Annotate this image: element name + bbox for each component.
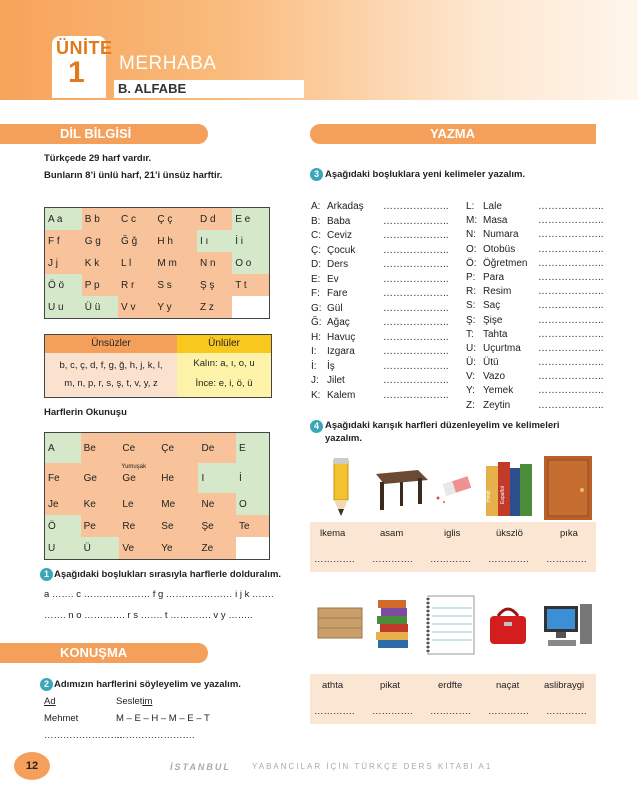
alphabet-cell: D d xyxy=(197,208,232,231)
alphabet-cell: Ç ç xyxy=(154,208,197,231)
unit-word: ÜNİTE xyxy=(56,38,113,58)
word-blank: ……………….. xyxy=(538,314,604,326)
pronunciation-row xyxy=(45,433,270,464)
exercise-4-instruction-2: yazalım. xyxy=(325,433,362,444)
alphabet-cell: A a xyxy=(45,208,82,231)
exercise-3-instruction: Aşağıdaki boşluklara yeni kelimeler yazalım. xyxy=(325,169,526,180)
writing-section-header xyxy=(310,124,596,144)
eraser-icon xyxy=(430,468,478,508)
word-blank: ……………….. xyxy=(538,201,604,212)
pronunciation-cell: Ke xyxy=(81,493,120,515)
word-letter: S: xyxy=(466,300,476,312)
unit-title: MERHABA xyxy=(119,53,217,74)
word-letter: Ş: xyxy=(466,314,476,326)
pronunciation-cell-text: Ge xyxy=(122,472,136,484)
answer-blank: …………. xyxy=(314,706,355,717)
exercise-2-instruction: Adımızın harflerini söyleyelim ve yazalım. xyxy=(54,679,241,690)
word-blank: ……………….. xyxy=(538,215,604,227)
pronunciation-cell: Ge xyxy=(81,463,120,493)
word-letter: P: xyxy=(466,271,476,283)
alphabet-row xyxy=(45,252,270,274)
word-blank: ……………….. xyxy=(538,286,604,298)
alphabet-cell: L l xyxy=(118,252,154,274)
word-row xyxy=(466,400,606,414)
pronunciation-cell: A xyxy=(45,433,81,464)
word-letter: E: xyxy=(311,273,321,285)
word-text: Zeytin xyxy=(483,399,511,411)
word-text: Ders xyxy=(327,259,349,270)
word-text: Para xyxy=(483,271,505,283)
word-text: Ağaç xyxy=(327,317,350,328)
word-letter: Ü: xyxy=(466,357,476,369)
book-title-hindi: Hindî xyxy=(486,490,492,502)
pronunciation-cell: Je xyxy=(45,493,81,515)
alphabet-cell: Ö ö xyxy=(45,274,82,296)
word-blank: ……………….. xyxy=(383,346,449,357)
alphabet-cell: T t xyxy=(232,274,269,296)
scrambled-word: aslibraygi xyxy=(544,680,585,691)
answer-blank: …………. xyxy=(372,554,413,565)
table-icon xyxy=(370,462,430,514)
word-text: Yemek xyxy=(483,385,514,397)
unit-number: 1 xyxy=(68,56,85,89)
word-letter: Ğ: xyxy=(311,317,322,328)
pronunciation-table xyxy=(44,432,270,560)
word-text: Ütü xyxy=(483,357,499,369)
word-blank: ……………….. xyxy=(538,357,604,369)
word-row xyxy=(311,259,461,274)
pencil-icon xyxy=(316,456,366,518)
pronunciation-row xyxy=(45,463,270,493)
word-letter: İ: xyxy=(311,360,317,372)
exercise-1-instruction: Aşağıdaki boşlukları sırasıyla harflerle dolduralım. xyxy=(54,569,282,580)
vowels-header: Ünlüler xyxy=(177,335,271,353)
word-row xyxy=(311,216,461,231)
word-blank: ……………….. xyxy=(383,230,449,241)
word-text: Çocuk xyxy=(327,244,356,256)
exercise-3-number: 3 xyxy=(310,168,323,181)
alphabet-cell: I ı xyxy=(197,230,232,252)
word-blank: ……………….. xyxy=(383,302,449,314)
word-text: Tahta xyxy=(483,328,508,340)
pronunciation-cell: He xyxy=(158,463,198,493)
word-letter: Z: xyxy=(466,399,475,411)
scrambled-word: athta xyxy=(322,680,344,691)
alphabet-row xyxy=(45,296,270,319)
word-text: İş xyxy=(327,360,335,372)
word-row xyxy=(466,357,606,371)
word-row xyxy=(311,201,461,216)
pronunciation-cell: Le xyxy=(119,493,158,515)
word-row xyxy=(466,286,606,300)
alphabet-cell: N n xyxy=(197,252,232,274)
word-blank: ……………….. xyxy=(383,360,449,372)
spelling-column-header xyxy=(116,696,152,707)
word-row xyxy=(466,371,606,385)
word-text: Ceviz xyxy=(327,230,353,241)
word-letter: Ö: xyxy=(466,257,477,269)
pronunciation-row xyxy=(45,493,270,515)
word-row xyxy=(311,230,461,245)
word-blank: ……………….. xyxy=(383,375,449,386)
spelling-column-header-text: Seslet xyxy=(116,696,143,707)
alphabet-cell: S s xyxy=(154,274,197,296)
books-icon xyxy=(482,458,540,518)
alphabet-cell: Z z xyxy=(197,296,232,319)
pronunciation-cell: De xyxy=(198,433,236,464)
word-text: Havuç xyxy=(327,331,356,343)
wooden-board-icon xyxy=(314,598,366,648)
pronunciation-cell: I xyxy=(198,463,236,493)
word-text: Gül xyxy=(327,302,343,314)
word-row xyxy=(466,201,606,215)
pronunciation-cell: Me xyxy=(158,493,198,515)
word-text: Izgara xyxy=(327,346,355,357)
alphabet-row xyxy=(45,208,270,231)
word-text: Otobüs xyxy=(483,243,516,255)
vowels-body xyxy=(177,353,271,397)
word-row xyxy=(311,375,461,390)
pronunciation-cell: Ü xyxy=(81,537,120,560)
pronunciation-cell: Ö xyxy=(45,515,81,537)
word-blank: ……………….. xyxy=(383,201,449,212)
pronunciation-cell: Şe xyxy=(198,515,236,537)
scrambled-word: pikat xyxy=(380,680,401,691)
alphabet-cell: M m xyxy=(154,252,197,274)
pronunciation-cell: Te xyxy=(236,515,269,537)
grammar-intro-1: Türkçede 29 harf vardır. xyxy=(44,153,152,164)
answer-blank: …………. xyxy=(488,554,529,565)
word-text: Jilet xyxy=(327,375,345,386)
alphabet-cell: K k xyxy=(82,252,118,274)
answer-blank: …………. xyxy=(430,706,471,717)
alphabet-cell: J j xyxy=(45,252,82,274)
word-letter: T: xyxy=(466,328,474,340)
spelling-blank: ……………………. xyxy=(116,730,195,741)
soft-g-note: Yumuşak xyxy=(121,464,147,470)
handbag-icon xyxy=(484,600,532,648)
word-letter: C: xyxy=(311,230,321,241)
alphabet-cell: C c xyxy=(118,208,154,231)
speaking-title: KONUŞMA xyxy=(60,645,128,660)
pronunciation-cell: Ve xyxy=(119,537,158,560)
pronunciation-cell: E xyxy=(236,433,269,464)
pronunciation-cell: Çe xyxy=(158,433,198,464)
answer-blank: …………. xyxy=(546,554,587,565)
word-text: Ev xyxy=(327,273,339,285)
section-title: B. ALFABE xyxy=(118,81,187,96)
pronunciation-cell: Ze xyxy=(198,537,236,560)
word-text: Kalem xyxy=(327,389,356,401)
pronunciation-cell: Re xyxy=(119,515,158,537)
answer-blank: …………. xyxy=(546,706,587,717)
word-blank: ……………….. xyxy=(383,215,449,227)
word-list-right xyxy=(466,201,606,414)
word-blank: ……………….. xyxy=(383,317,449,328)
word-row xyxy=(466,229,606,243)
word-blank: ……………….. xyxy=(383,389,449,401)
word-letter: H: xyxy=(311,331,321,343)
pronunciation-cell-soft-g xyxy=(119,463,158,493)
alphabet-row xyxy=(45,274,270,296)
alphabet-row xyxy=(45,230,270,252)
alphabet-cell: Y y xyxy=(154,296,197,319)
pronunciation-cell xyxy=(236,537,269,560)
pronunciation-cell: Ye xyxy=(158,537,198,560)
word-blank: ……………….. xyxy=(538,257,604,269)
word-row xyxy=(466,315,606,329)
grammar-title: DİL BİLGİSİ xyxy=(60,126,132,141)
word-row xyxy=(311,317,461,332)
book-title-espanol: Español xyxy=(500,485,506,504)
word-blank: ……………….. xyxy=(383,244,449,256)
exercise-1-line-2: ……. n o …………. r s ……. t …………. v y …….. xyxy=(44,610,253,621)
word-row xyxy=(466,258,606,272)
consonants-body xyxy=(45,353,177,397)
scrambled-word: ükszlö xyxy=(496,528,523,539)
example-name: Mehmet xyxy=(44,713,79,724)
notebook-icon xyxy=(422,592,478,656)
word-blank: ……………….. xyxy=(538,399,604,411)
word-text: Vazo xyxy=(483,371,506,383)
word-text: Arkadaş xyxy=(327,201,364,212)
alphabet-cell: Ş ş xyxy=(197,274,232,296)
scrambled-word: iglis xyxy=(444,528,461,539)
scrambled-word: naçat xyxy=(496,680,520,691)
alphabet-cell xyxy=(232,296,269,319)
consonants-header: Ünsüzler xyxy=(45,335,177,353)
alphabet-cell: İ i xyxy=(232,230,269,252)
word-text: Öğretmen xyxy=(483,257,528,269)
writing-title: YAZMA xyxy=(430,126,476,141)
name-column-header: Ad xyxy=(44,696,56,707)
vowels-line-1: Kalın: a, ı, o, u xyxy=(193,358,255,369)
pronunciation-cell: Be xyxy=(81,433,120,464)
alphabet-cell: G g xyxy=(82,230,118,252)
word-letter: G: xyxy=(311,302,322,314)
word-blank: ……………….. xyxy=(383,273,449,285)
door-icon xyxy=(542,456,594,520)
pronunciation-cell: Ne xyxy=(198,493,236,515)
footer-brand: İSTANBUL xyxy=(170,762,231,772)
word-row xyxy=(311,288,461,303)
pronunciation-row xyxy=(45,515,270,537)
vowels-line-2: İnce: e, i, ö, ü xyxy=(195,378,253,389)
word-row xyxy=(466,215,606,229)
word-row xyxy=(311,361,461,376)
answer-blank: …………. xyxy=(488,706,529,717)
word-blank: ……………….. xyxy=(383,331,449,343)
word-blank: ……………….. xyxy=(538,371,604,383)
word-list-left xyxy=(311,201,461,404)
word-text: Fare xyxy=(327,288,348,299)
alphabet-cell: U u xyxy=(45,296,82,319)
speaking-section-header xyxy=(0,643,208,663)
word-text: Saç xyxy=(483,300,501,312)
word-blank: ……………….. xyxy=(538,229,604,241)
alphabet-cell: V v xyxy=(118,296,154,319)
grammar-intro-2: Bunların 8’i ünlü harf, 21’i ünsüz harftir. xyxy=(44,170,223,181)
word-row xyxy=(466,329,606,343)
scrambled-word: pıka xyxy=(560,528,578,539)
consonants-line-1: b, c, ç, d, f, g, ğ, h, j, k, l, xyxy=(59,360,163,371)
page-number: 12 xyxy=(25,760,39,772)
alphabet-table xyxy=(44,207,270,319)
word-blank: ……………….. xyxy=(538,342,604,354)
scrambled-word: erdfte xyxy=(438,680,463,691)
word-row xyxy=(311,303,461,318)
exercise-4-instruction-1: Aşağıdaki karışık harfleri düzenleyelim ve kelimeleri xyxy=(325,420,560,431)
word-text: Şişe xyxy=(483,314,503,326)
alphabet-cell: O o xyxy=(232,252,269,274)
word-text: Masa xyxy=(483,215,508,227)
word-letter: K: xyxy=(311,389,321,401)
word-row xyxy=(311,245,461,260)
pronunciation-cell: Se xyxy=(158,515,198,537)
word-letter: R: xyxy=(466,286,476,298)
pronunciation-cell: Ce xyxy=(119,433,158,464)
exercise-1-line-1: a ……. c ………………… f g ………………… i j k ……. xyxy=(44,589,274,600)
answer-blank: …………. xyxy=(314,554,355,565)
pronunciation-cell: Fe xyxy=(45,463,81,493)
pronunciation-cell: O xyxy=(236,493,269,515)
alphabet-cell: P p xyxy=(82,274,118,296)
word-blank: ……………….. xyxy=(538,243,604,255)
word-letter: Y: xyxy=(466,385,475,397)
word-letter: D: xyxy=(311,259,321,270)
word-blank: ……………….. xyxy=(538,300,604,312)
word-row xyxy=(466,272,606,286)
word-letter: B: xyxy=(311,215,321,227)
word-row xyxy=(311,390,461,405)
alphabet-cell: H h xyxy=(154,230,197,252)
example-spelling: M – E – H – M – E – T xyxy=(116,713,210,724)
word-letter: N: xyxy=(466,229,476,241)
computer-icon xyxy=(540,600,596,650)
word-letter: Ç: xyxy=(311,244,321,256)
word-letter: L: xyxy=(466,201,475,212)
letter-types-box xyxy=(44,334,272,398)
alphabet-cell: F f xyxy=(45,230,82,252)
answer-blank: …………. xyxy=(430,554,471,565)
word-text: Lale xyxy=(483,201,502,212)
word-blank: ……………….. xyxy=(538,328,604,340)
word-blank: ……………….. xyxy=(538,385,604,397)
word-letter: M: xyxy=(466,215,478,227)
word-row xyxy=(466,343,606,357)
word-letter: V: xyxy=(466,371,476,383)
footer-text: YABANCILAR İÇİN TÜRKÇE DERS KİTABI A1 xyxy=(252,762,493,771)
word-row xyxy=(311,274,461,289)
word-letter: O: xyxy=(466,243,477,255)
answer-blank: …………. xyxy=(372,706,413,717)
word-row xyxy=(466,300,606,314)
word-text: Baba xyxy=(327,215,351,227)
pronunciation-cell: İ xyxy=(236,463,269,493)
exercise-1-number: 1 xyxy=(40,568,53,581)
word-letter: J: xyxy=(311,375,319,386)
alphabet-cell: Ğ ğ xyxy=(118,230,154,252)
word-text: Resim xyxy=(483,286,512,298)
word-blank: ……………….. xyxy=(538,271,604,283)
word-letter: U: xyxy=(466,342,476,354)
section-title-box xyxy=(114,80,304,98)
book-stack-icon xyxy=(372,598,412,654)
pronunciation-row xyxy=(45,537,270,560)
pronunciation-title: Harflerin Okunuşu xyxy=(44,407,127,418)
consonants-line-2: m, n, p, r, s, ş, t, v, y, z xyxy=(64,378,158,389)
alphabet-cell: E e xyxy=(232,208,269,231)
word-text: Uçurtma xyxy=(483,342,521,354)
word-letter: I: xyxy=(311,346,317,357)
spelling-column-header-underlined: im xyxy=(142,696,153,707)
word-row xyxy=(311,346,461,361)
word-blank: ……………….. xyxy=(383,288,449,299)
word-letter: A: xyxy=(311,201,321,212)
grammar-section-header xyxy=(0,124,208,144)
alphabet-cell: Ü ü xyxy=(82,296,118,319)
exercise-2-number: 2 xyxy=(40,678,53,691)
scrambled-word: lkema xyxy=(320,528,346,539)
word-text: Numara xyxy=(483,229,519,241)
word-row xyxy=(466,244,606,258)
pronunciation-cell: Pe xyxy=(81,515,120,537)
alphabet-cell: R r xyxy=(118,274,154,296)
exercise-4-number: 4 xyxy=(310,420,323,433)
word-letter: F: xyxy=(311,288,320,299)
word-row xyxy=(466,385,606,399)
alphabet-cell: B b xyxy=(82,208,118,231)
name-blank: ……………………. xyxy=(44,730,123,741)
pronunciation-cell: U xyxy=(45,537,81,560)
word-row xyxy=(311,332,461,347)
scrambled-word: asam xyxy=(380,528,404,539)
word-blank: ……………….. xyxy=(383,259,449,270)
